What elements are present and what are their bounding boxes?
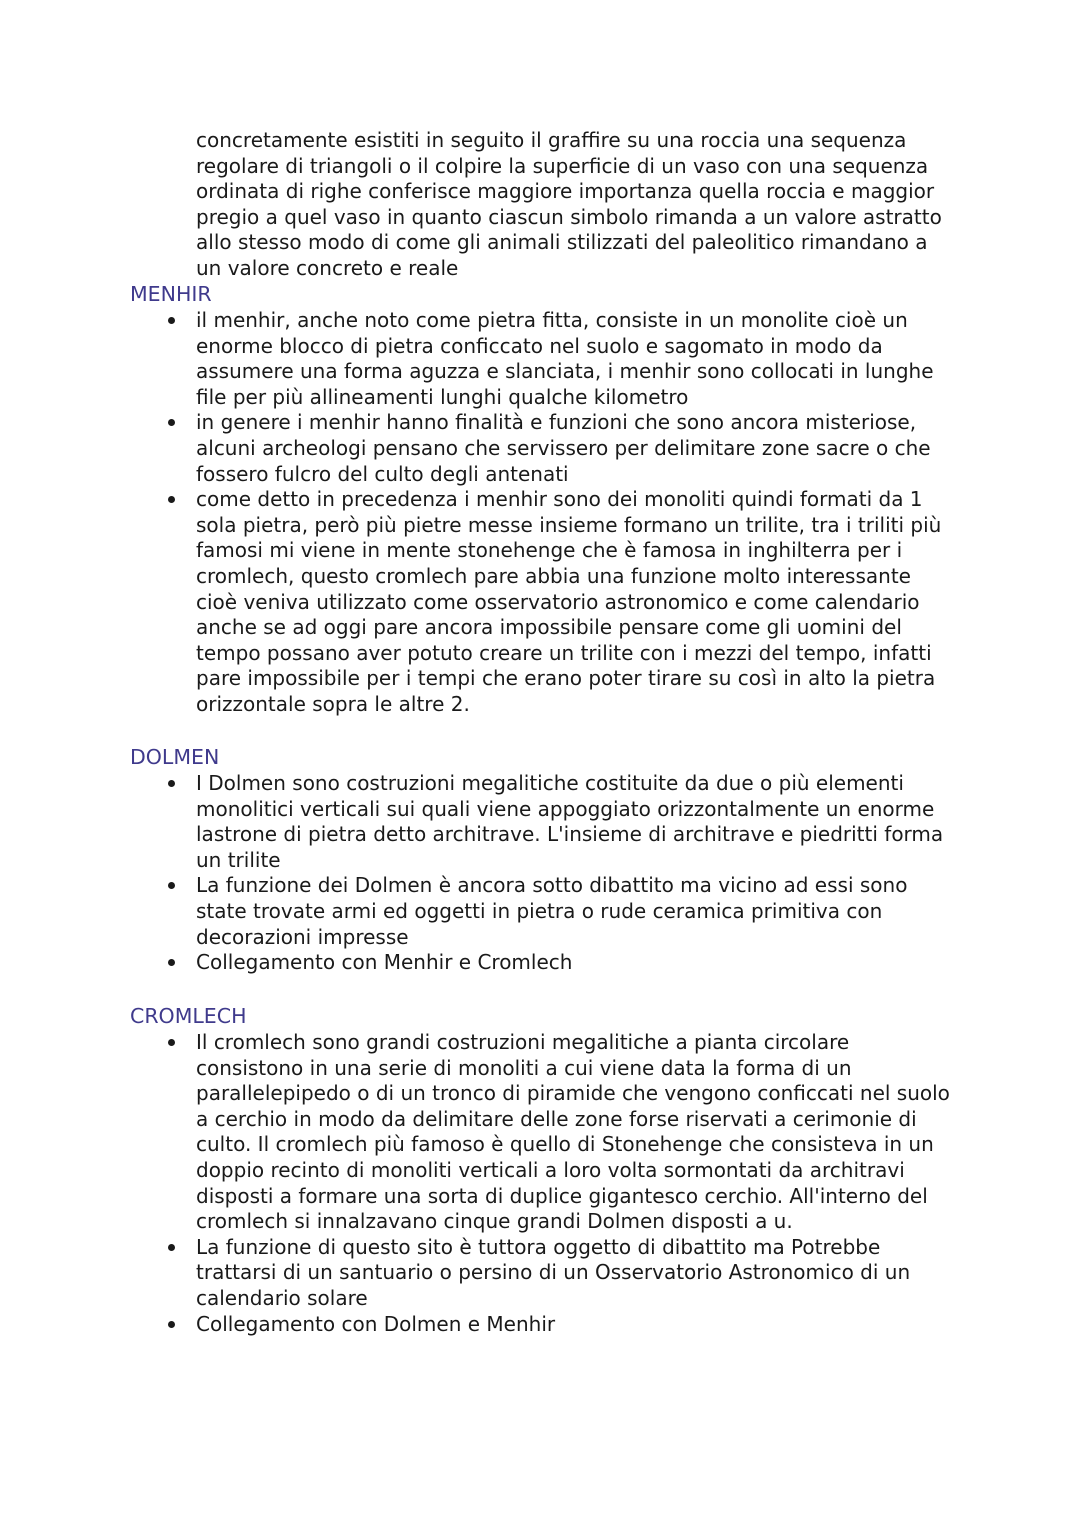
list-item-text: Collegamento con Menhir e Cromlech [196,950,573,975]
list-item-text: Il cromlech sono grandi costruzioni megalitiche a pianta circolare consistono in una serie di monoliti a cui viene data la forma di un parallelepipedo o di un tronco di piramide che vengono conficcati nel suolo a cerchio in modo da delimitare delle zone forse riservati a cerimonie di culto. Il cromlech più famoso è quello di Stonehenge che consisteva in un doppio recinto di monoliti verticali a loro volta sormontati da architravi disposti a formare una sorta di duplice gigantesco cerchio. All'interno del cromlech si innalzavano cinque grandi Dolmen disposti a u. [196,1030,950,1234]
menhir-list [196,308,956,718]
bullet-icon [168,317,175,324]
intro-paragraph: concretamente esistiti in seguito il graffire su una roccia una sequenza regolare di triangoli o il colpire la superficie di un vaso con una sequenza ordinata di righe conferisce maggiore importanza quella roccia e maggior pregio a quel vaso in quanto ciascun simbolo rimanda a un valore astratto allo stesso modo di come gli animali stilizzati del paleolitico rimandano a un valore concreto e reale [196,128,942,280]
section-title-cromlech: CROMLECH [130,1004,247,1028]
bullet-icon [168,419,175,426]
list-item [196,771,956,873]
list-item [196,410,956,487]
bullet-icon [168,1321,175,1328]
list-item [196,1030,956,1235]
bullet-icon [168,496,175,503]
bullet-icon [168,959,175,966]
bullet-icon [168,1039,175,1046]
list-item [196,873,956,950]
section-title-dolmen: DOLMEN [130,745,220,769]
list-item [196,308,956,410]
list-item-text: Collegamento con Dolmen e Menhir [196,1311,556,1336]
list-item-text: I Dolmen sono costruzioni megalitiche costituite da due o più elementi monolitici verticali sui quali viene appoggiato orizzontalmente un enorme lastrone di pietra detto architrave. L'insieme di architrave e piedritti forma un trilite [196,771,944,872]
list-item [196,1312,956,1338]
list-item-text: come detto in precedenza i menhir sono dei monoliti quindi formati da 1 sola pietra, però più pietre messe insieme formano un trilite, tra i triliti più famosi mi viene in mente stonehenge che è famosa in inghilterra per i cromlech, questo cromlech pare abbia una funzione molto interessante cioè veniva utilizzato come osservatorio astronomico e come calendario anche se ad oggi pare ancora impossibile pensare come gli uomini del tempo possano aver potuto creare un trilite con i mezzi del tempo, infatti pare impossibile per i tempi che erano poter tirare su così in alto la pietra orizzontale sopra le altre 2. [196,487,942,716]
list-item-text: La funzione dei Dolmen è ancora sotto dibattito ma vicino ad essi sono state trovate armi ed oggetti in pietra o rude ceramica primitiva con decorazioni impresse [196,873,908,949]
bullet-icon [168,780,175,787]
cromlech-list [196,1030,956,1337]
dolmen-list [196,771,956,976]
list-item-text: il menhir, anche noto come pietra fitta, consiste in un monolite cioè un enorme blocco di pietra conficcato nel suolo e sagomato in modo da assumere una forma aguzza e slanciata, i menhir sono collocati in lunghe file per più allineamenti lunghi qualche kilometro [196,308,934,409]
list-item-text: in genere i menhir hanno finalità e funzioni che sono ancora misteriose, alcuni archeologi pensano che servissero per delimitare zone sacre o che fossero fulcro del culto degli antenati [196,410,931,486]
list-item [196,487,956,717]
list-item [196,1235,956,1312]
bullet-icon [168,1244,175,1251]
section-title-menhir: MENHIR [130,282,212,306]
list-item-text: La funzione di questo sito è tuttora oggetto di dibattito ma Potrebbe trattarsi di un santuario o persino di un Osservatorio Astronomico di un calendario solare [196,1234,911,1310]
list-item [196,950,956,976]
bullet-icon [168,882,175,889]
